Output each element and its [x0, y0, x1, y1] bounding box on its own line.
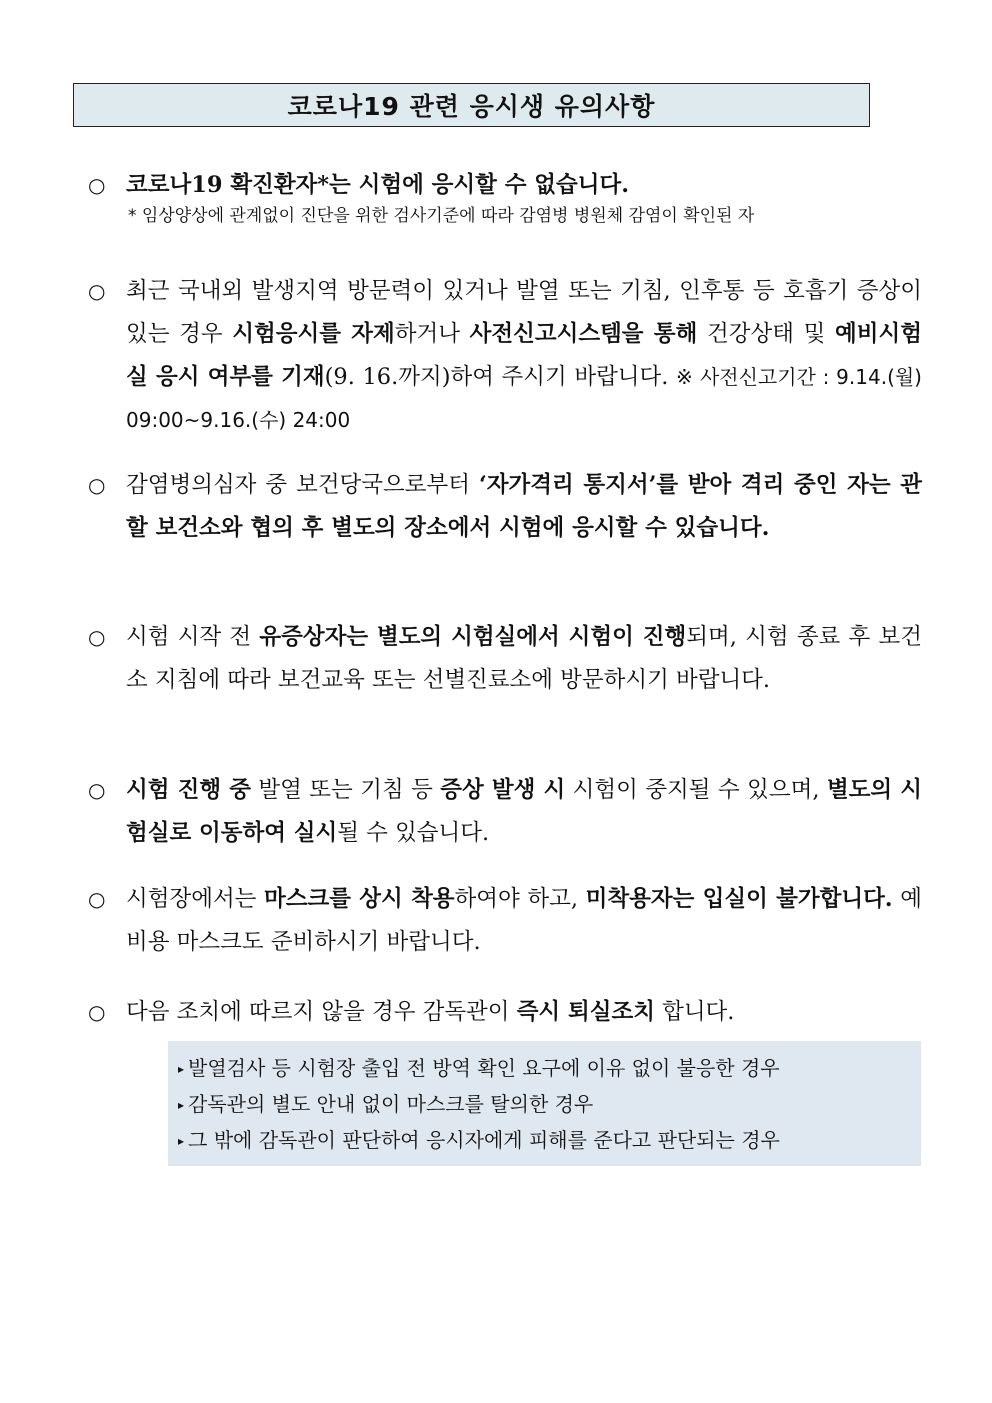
item-2-text: 최근 국내외 발생지역 방문력이 있거나 발열 또는 기침, 인후통 등 호흡기 증상이 있는 경우 — [126, 278, 922, 347]
dismissal-conditions-box — [168, 1041, 921, 1166]
notice-item-3 — [88, 464, 922, 550]
item-3-bold: ‘자가격리 통지서’를 받아 격리 중인 자는 관할 보건소와 협의 후 별도의 장소에서 시험에 응시할 수 있습니다. — [126, 472, 922, 541]
bullet-icon: ○ — [88, 778, 106, 802]
item-6-text: 예비용 마스크도 준비하시기 바랍니다. — [126, 886, 923, 955]
item-4-text: 되며, 시험 종료 후 보건소 지침에 따라 보건교육 또는 선별진료소에 방문하시기 바랍니다. — [126, 624, 922, 693]
item-1-text: 코로나19 확진환자*는 시험에 응시할 수 없습니다. — [126, 172, 630, 198]
item-2-text: (9. 16.까지)하여 주시기 바랍니다. — [324, 364, 676, 390]
item-6-text: 하여야 하고, — [454, 886, 586, 912]
item-3-text: 감염병의심자 중 보건당국으로부터 — [126, 472, 479, 498]
item-6-bold: 마스크를 상시 착용 — [264, 886, 455, 912]
item-2-text: 건강상태 및 — [697, 321, 836, 347]
bullet-icon: ○ — [88, 173, 106, 197]
condition-text: 그 밖에 감독관이 판단하여 응시자에게 피해를 준다고 판단되는 경우 — [188, 1128, 780, 1152]
item-7-text: 다음 조치에 따르지 않을 경우 감독관이 — [126, 999, 517, 1025]
item-2-bold: 예비시험실 응시 여부를 기재 — [126, 321, 922, 390]
bullet-icon: ○ — [88, 625, 106, 649]
condition-text: 발열검사 등 시험장 출입 전 방역 확인 요구에 이유 없이 불응한 경우 — [188, 1056, 780, 1080]
notice-item-5 — [88, 769, 922, 855]
page-title: 코로나19 관련 응시생 유의사항 — [287, 92, 656, 121]
item-6-bold: 미착용자는 입실이 불가합니다. — [585, 886, 893, 912]
item-7-text: 합니다. — [654, 999, 735, 1025]
item-4-text: 시험 시작 전 — [126, 624, 260, 650]
notice-item-7 — [88, 991, 922, 1034]
triangle-marker-icon: ▸ — [178, 1098, 185, 1112]
dismissal-condition — [178, 1087, 921, 1123]
dismissal-condition — [178, 1051, 921, 1087]
item-5-text: 시험이 중지될 수 있으며, — [565, 777, 827, 803]
item-2-bold: 시험응시를 자제 — [232, 321, 395, 347]
bullet-icon: ○ — [88, 279, 106, 303]
triangle-marker-icon: ▸ — [178, 1062, 185, 1076]
condition-text: 감독관의 별도 안내 없이 마스크를 탈의한 경우 — [188, 1092, 594, 1116]
title-box — [73, 83, 870, 127]
triangle-marker-icon: ▸ — [178, 1134, 185, 1148]
pre-registration-period: ※ 사전신고기간 : 9.14.(월) 09:00~9.16.(수) 24:00 — [126, 365, 922, 432]
item-5-bold: 증상 발생 시 — [440, 777, 566, 803]
bullet-icon: ○ — [88, 887, 106, 911]
notice-item-2 — [88, 270, 922, 442]
notice-item-1 — [88, 164, 922, 229]
dismissal-condition — [178, 1123, 921, 1159]
notice-item-4 — [88, 616, 922, 702]
item-5-text: 될 수 있습니다. — [337, 820, 490, 846]
item-4-bold: 유증상자는 별도의 시험실에서 시험이 진행 — [259, 624, 687, 650]
item-2-bold: 사전신고시스템을 통해 — [469, 321, 698, 347]
item-6-text: 시험장에서는 — [126, 886, 265, 912]
notice-item-6 — [88, 878, 922, 964]
item-5-bold: 별도의 시험실로 이동하여 실시 — [126, 777, 923, 846]
item-7-bold: 즉시 퇴실조치 — [516, 999, 655, 1025]
bullet-icon: ○ — [88, 1000, 106, 1024]
bullet-icon: ○ — [88, 473, 106, 497]
item-5-bold: 시험 진행 중 — [126, 777, 251, 803]
item-1-footnote: * 임상양상에 관계없이 진단을 위한 검사기준에 따라 감염병 병원체 감염이 확인된 자 — [128, 206, 755, 226]
item-2-text: 하거나 — [394, 321, 470, 347]
item-5-text: 발열 또는 기침 등 — [250, 777, 441, 803]
